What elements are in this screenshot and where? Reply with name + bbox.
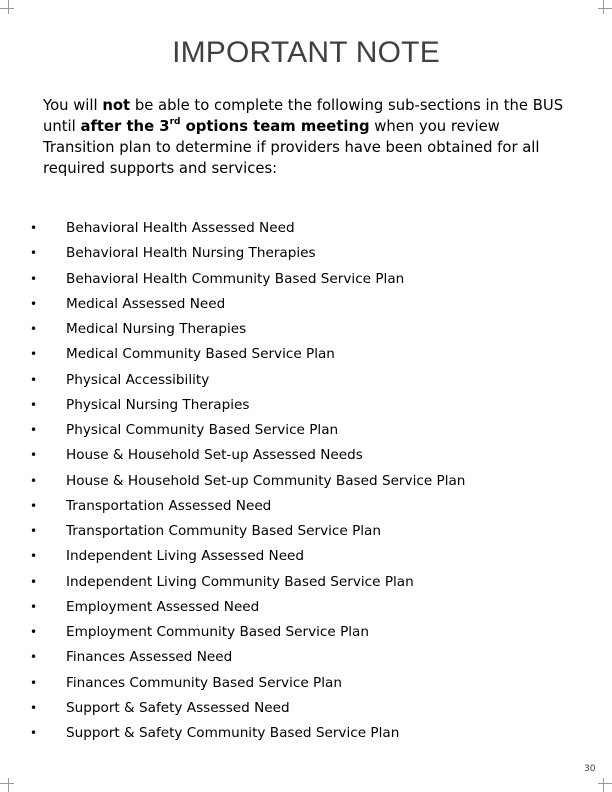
intro-text-3: when you review Transition plan to determine if providers have been obtained for all required supports and services: [43,118,540,177]
list-item [30,721,465,746]
bullet-icon: • [30,271,38,286]
list-item [30,368,465,393]
bullet-icon: • [30,726,38,740]
list-item [30,317,465,342]
crop-mark-bottom-left [0,783,14,784]
bullet-icon: • [30,524,38,538]
list-item-label: Physical Nursing Therapies [66,396,250,413]
list-item-label: Medical Nursing Therapies [66,321,247,337]
bullet-icon: • [30,650,38,665]
list-item [30,595,465,620]
crop-mark-top-right-v [603,0,604,14]
crop-mark-top-left-v [8,0,9,14]
list-item-label: Support & Safety Community Based Service Plan [66,725,400,741]
bullet-icon: • [30,448,38,463]
list-item-label: Employment Assessed Need [66,598,260,615]
intro-text-1: You will [43,97,103,114]
bullet-icon: • [30,599,38,614]
bullet-icon: • [30,221,38,235]
list-item-label: Physical Community Based Service Plan [66,422,339,438]
list-item [30,393,465,418]
list-item [30,342,465,367]
list-item [30,494,465,519]
list-item [30,570,465,595]
bullet-icon: • [30,625,38,639]
list-item [30,544,465,569]
bullet-icon: • [30,473,38,488]
list-item [30,292,465,317]
page-number: 30 [584,764,596,774]
crop-mark-top-right [598,8,612,9]
bullet-icon: • [30,574,38,589]
list-item-label: Behavioral Health Nursing Therapies [66,245,316,262]
list-item [30,671,465,696]
list-item [30,519,465,544]
intro-not-bold: not [102,97,131,114]
subsection-list [30,216,465,746]
page-title: IMPORTANT NOTE [172,36,440,69]
crop-mark-top-left [0,8,14,9]
bullet-icon: • [30,675,38,690]
list-item-label: House & Household Set-up Assessed Needs [66,447,363,464]
list-item [30,241,465,266]
list-item-label: Behavioral Health Assessed Need [66,220,295,236]
list-item-label: Finances Assessed Need [66,649,233,666]
list-item-label: Employment Community Based Service Plan [66,624,369,640]
list-item-label: Finances Community Based Service Plan [66,674,342,691]
crop-mark-bottom-left-v [8,778,9,792]
bullet-icon: • [30,549,38,564]
list-item-label: Transportation Community Based Service Plan [66,523,382,539]
bullet-icon: • [30,296,38,311]
list-item-label: Support & Safety Assessed Need [66,699,290,716]
bullet-icon: • [30,498,38,513]
list-item [30,267,465,292]
intro-after-bold: after the 3 [80,118,170,135]
intro-superscript: rd [169,117,181,127]
crop-mark-bottom-right [598,783,612,784]
bullet-icon: • [30,372,38,387]
list-item [30,469,465,494]
list-item [30,216,465,241]
list-item [30,620,465,645]
bullet-icon: • [30,700,38,715]
bullet-icon: • [30,347,38,362]
list-item-label: Behavioral Health Community Based Service Plan [66,270,405,287]
crop-mark-bottom-right-v [603,778,604,792]
list-item-label: Independent Living Assessed Need [66,548,305,565]
list-item-label: House & Household Set-up Community Based Service Plan [66,472,466,489]
list-item [30,418,465,443]
list-item [30,443,465,468]
bullet-icon: • [30,246,38,261]
bullet-icon: • [30,322,38,336]
intro-paragraph [43,95,573,179]
list-item-label: Independent Living Community Based Service Plan [66,573,414,590]
bullet-icon: • [30,423,38,437]
bullet-icon: • [30,397,38,412]
intro-text-2: be able to complete the following sub-sections in the BUS until [43,97,564,135]
intro-options-bold: options team meeting [180,118,370,135]
list-item [30,696,465,721]
list-item-label: Physical Accessibility [66,371,210,388]
list-item [30,645,465,670]
list-item-label: Transportation Assessed Need [66,497,272,514]
list-item-label: Medical Assessed Need [66,295,226,312]
list-item-label: Medical Community Based Service Plan [66,346,335,363]
